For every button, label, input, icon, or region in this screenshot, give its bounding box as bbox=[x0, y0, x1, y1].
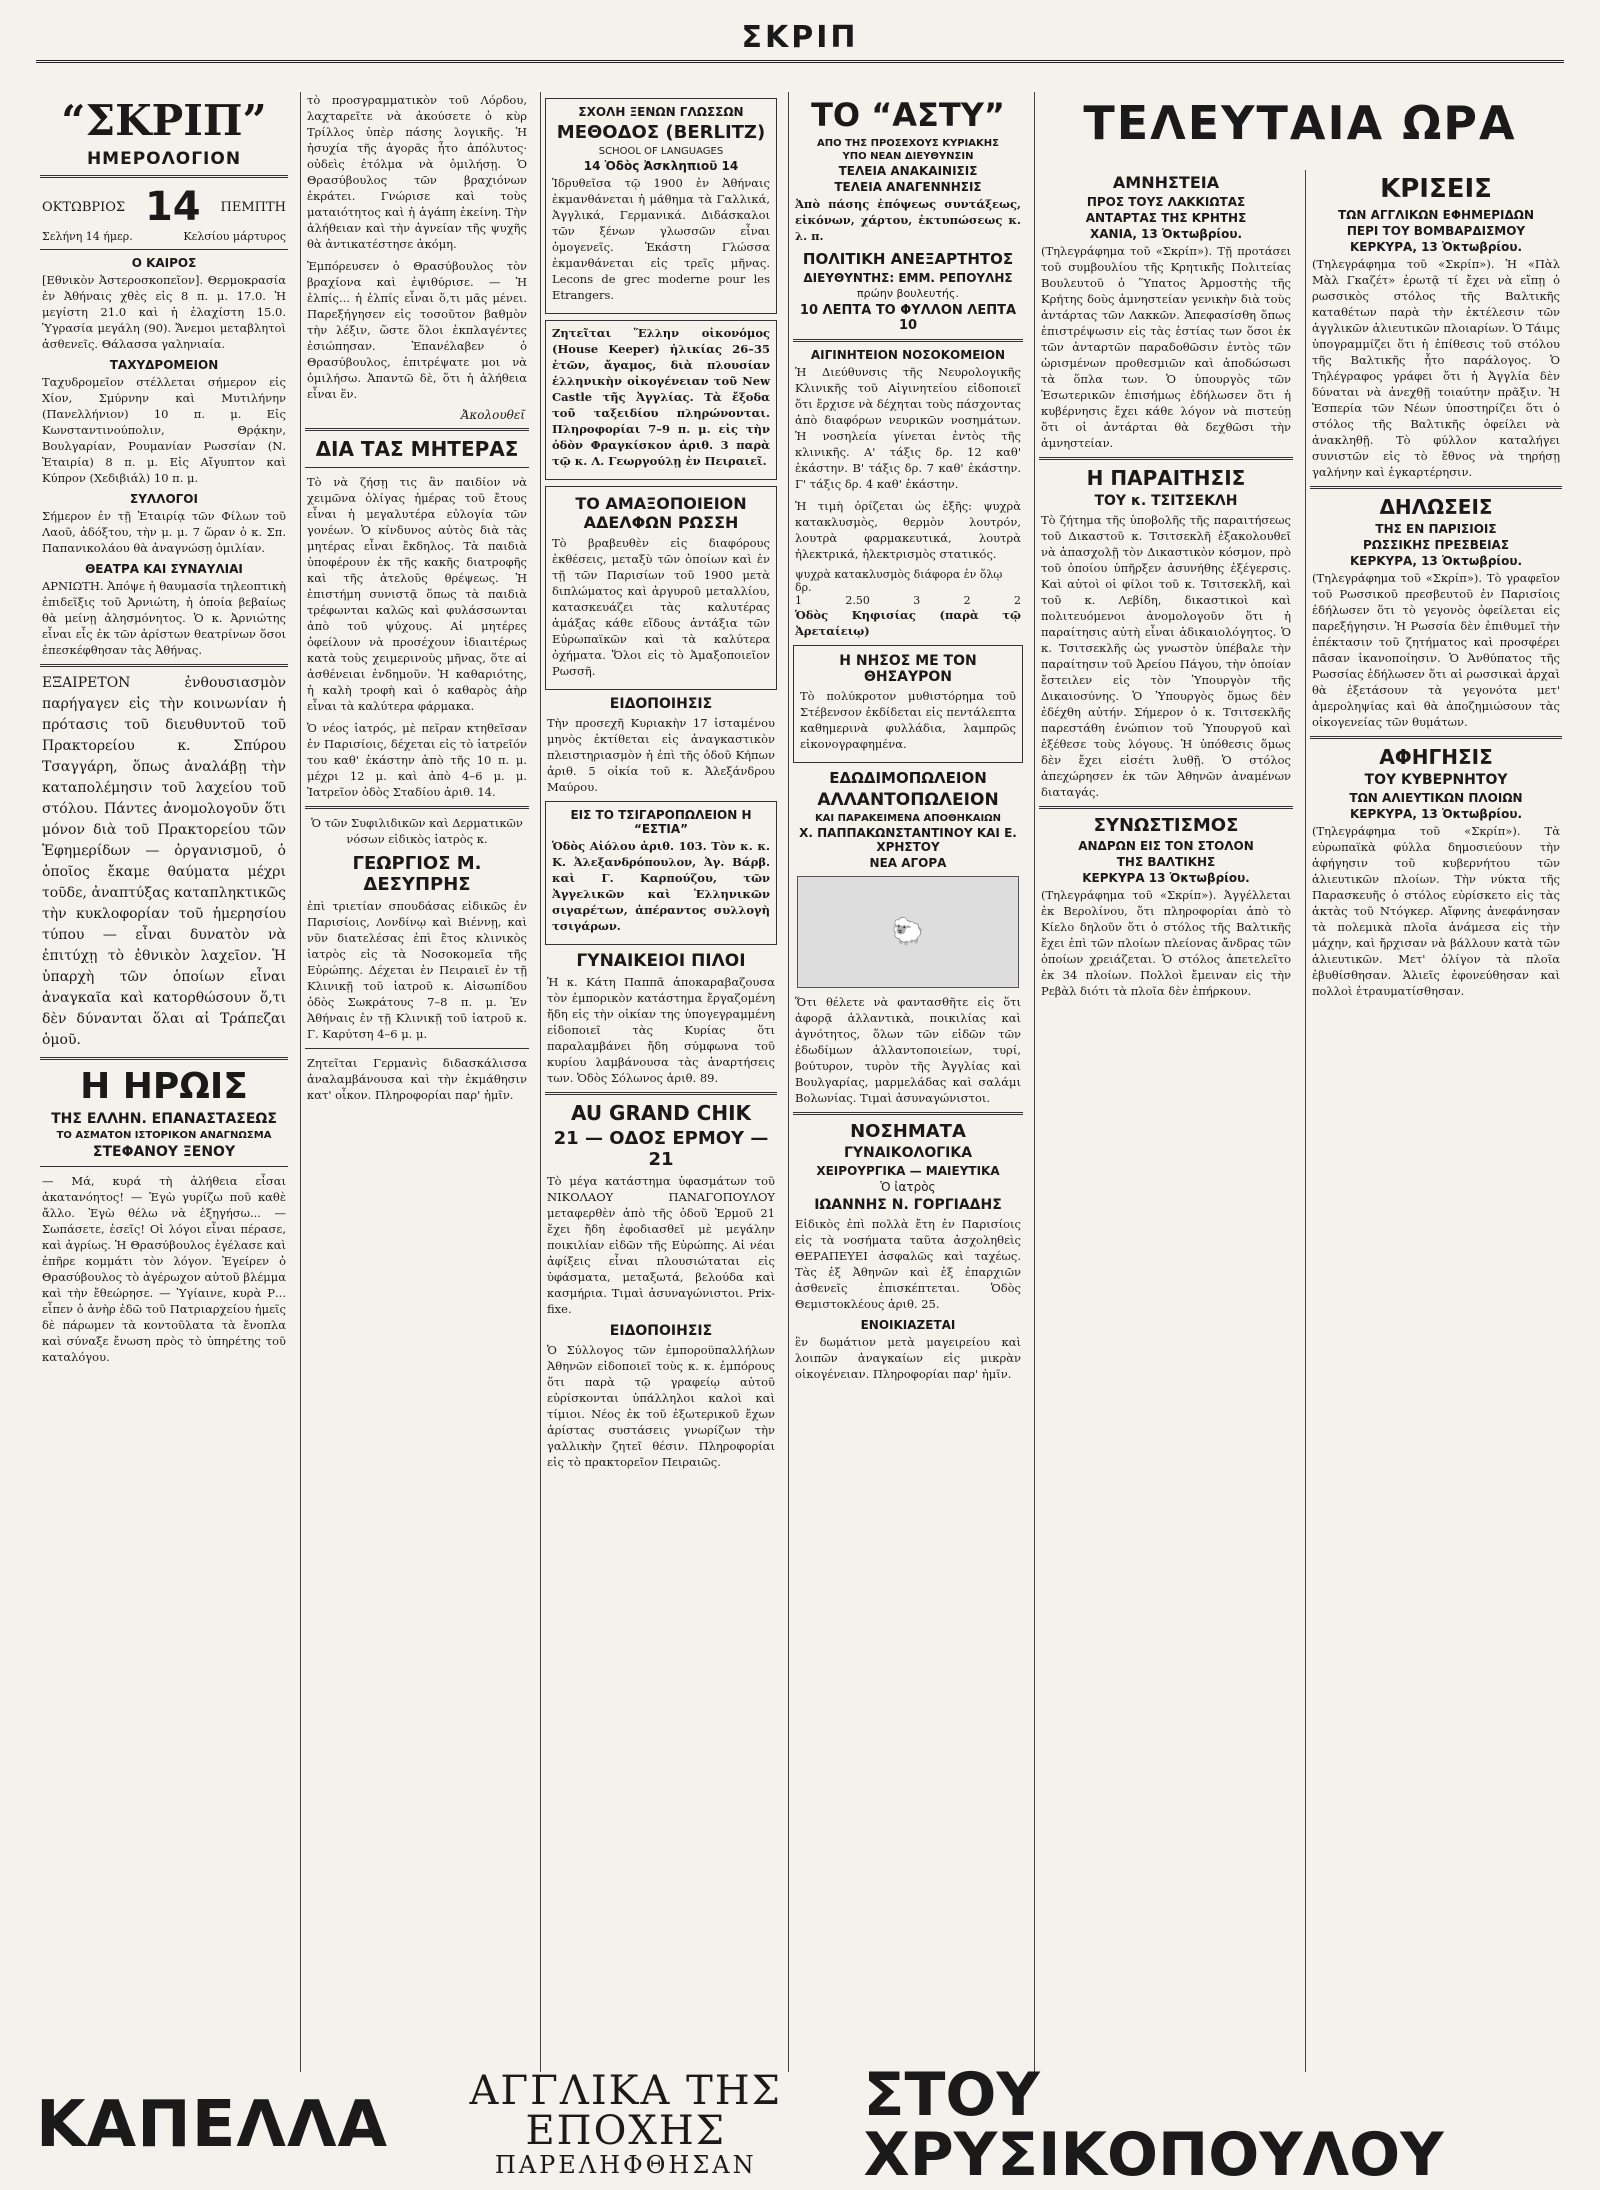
signoff: Ἀκολουθεῖ bbox=[460, 408, 525, 422]
banner-right: ΣΤΟΥ ΧΡΥΣΙΚΟΠΟΥΛΟΥ bbox=[863, 2060, 1444, 2190]
masthead-name: ΣΚΡΙΠ bbox=[741, 20, 859, 55]
author: ΣΤΕΦΑΝΟΥ ΞΕΝΟΥ bbox=[92, 1144, 236, 1160]
divider bbox=[40, 1057, 288, 1060]
doctor-name: ΓΕΩΡΓΙΟΣ Μ. ΔΕΣΥΠΡΗΣ bbox=[352, 853, 482, 895]
estia-title: ΕΙΣ ΤΟ ΤΣΙΓΑΡΟΠΩΛΕΙΟΝ Η “ΕΣΤΙΑ” bbox=[570, 808, 752, 836]
iroϊs-sub: ΤΗΣ ΕΛΛΗΝ. ΕΠΑΝΑΣΤΑΣΕΩΣ bbox=[51, 1111, 277, 1127]
price-value: 3 bbox=[913, 594, 921, 607]
asty-tel2: ΤΕΛΕΙΑ ΑΝΑΓΕΝΝΗΣΙΣ bbox=[834, 180, 982, 194]
price-value: 2 bbox=[1014, 594, 1021, 607]
politiki: ΠΟΛΙΤΙΚΗ ΑΝΕΞΑΡΤΗΤΟΣ bbox=[802, 250, 1014, 268]
column-1 bbox=[36, 92, 292, 2072]
wanted-teacher: Ζητεῖται Γερμανὶς διδασκάλισσα ἀναλαμβάνουσα καὶ τὴν ἐκμάθησιν κατ' οἶκον. Πληροφορίαι παρ' ἡμῖν. bbox=[307, 1056, 527, 1102]
asty-sub: ΑΠΟ ΤΗΣ ΠΡΟΣΕΧΟΥΣ ΚΥΡΙΑΚΗΣ bbox=[817, 138, 999, 149]
asty-tel1: ΤΕΛΕΙΑ ΑΝΑΚΑΙΝΙΣΙΣ bbox=[838, 164, 978, 178]
divider bbox=[793, 1112, 1023, 1115]
gyn-doctor: ΙΩΑΝΝΗΣ Ν. ΓΟΡΓΙΑΔΗΣ bbox=[814, 1197, 1002, 1213]
section-syllogoi: ΣΥΛΛΟΓΟΙ bbox=[130, 492, 198, 506]
krises-dateline: ΚΕΡΚΥΡΑ, 13 Ὀκτωβρίου. bbox=[1349, 240, 1523, 254]
calendar-month: ΟΚΤΩΒΡΙΟΣ bbox=[42, 199, 126, 215]
amaxo-ad bbox=[545, 486, 777, 690]
banner-mid2: ΠΑΡΕΛΗΦΘΗΣΑΝ bbox=[494, 2151, 757, 2179]
school-title: ΣΧΟΛΗ ΞΕΝΩΝ ΓΛΩΣΣΩΝ bbox=[578, 105, 744, 119]
allanto-text: Ὅτι θέλετε νὰ φαντασθῆτε εἰς ὅτι ἀφορᾷ ἀλλαντικὰ, ποικιλίας καὶ ἀγνότητος, ὅλων τῶν εἰδῶν τῶν ἐδωδίμων ἀλλαντοποιείων, τυρί, βούτυρον, τυρὸν τῆς Ἀγγλίας καὶ Βουλγαρίας, μαρμελάδας καὶ σαλάμι Βολωνίας. Τιμαὶ ἀσυναγώνιστοι. bbox=[795, 995, 1021, 1105]
asty-title: ΤΟ “ΑΣΤΥ” bbox=[811, 96, 1005, 134]
synt-title: ΣΥΝΩΣΤΙΣΜΟΣ bbox=[1093, 815, 1239, 836]
exaireton-text: ΕΞΑΙΡΕΤΟΝ ἐνθουσιασμὸν παρήγαγεν εἰς τὴν κοινωνίαν ἡ πρότασις τοῦ διευθυντοῦ τοῦ Πρακτορείου κ. Σπύρου Τσαγγάρη, ὅπως ἀναλάβῃ τὴν καταπολέμησιν τοῦ λαχείου τοῦ στόλου. Πάντες ἀνομολογοῦν ὅτι μόνον διὰ τοῦ Πρακτορείου τῶν Ἐφημερίδων — ὀργανισμοῦ, ὁ ὁποῖος ἔκαμε θαύματα μέχρι τοῦδε, ἀναπτύξας καταπληκτικῶς τὴν κυκλοφορίαν τοῦ ἡμερησίου τύπου — εἶναι δυνατὸν νὰ ἐπιτύχῃ τὸ ἐθνικὸν λαχεῖον. Ἡ ὑπαρχὴ τῶν ὁποίων εἶναι ἀναγκαῖα καὶ κατορθώσουν ὅ,τι δὲν δύνανται ὅλαι αἱ Τράπεζαι ὁμοῦ. bbox=[42, 675, 286, 1048]
divider bbox=[305, 806, 529, 809]
iroϊs-sub2: ΤΟ ΑΣΜΑΤΟΝ ΙΣΤΟΡΙΚΟΝ ΑΝΑΓΝΩΣΜΑ bbox=[56, 1130, 272, 1141]
diloseis-sub2: ΡΩΣΣΙΚΗΣ ΠΡΕΣΒΕΙΑΣ bbox=[1362, 538, 1510, 552]
asty-text: Ἀπὸ πάσης ἐπόψεως συντάξεως, εἰκόνων, χάρτου, ἐκτυπώσεως κ. λ. π. bbox=[795, 197, 1021, 243]
krises-text: (Τηλεγράφημα τοῦ «Σκρίπ»). Ἡ «Πὰλ Μὰλ Γκαζέτ» ἐρωτᾷ τί ἔχει νὰ εἴπῃ ὁ ρωσσικὸς στόλος τῆς Βαλτικῆς καταθέτων παρὰ τὴν ἐκτέλεσιν τῶν ἀγγλικῶν ἁλιευτικῶν πλοιαρίων. Ὁ Τάιμς ὑπογραμμίζει ὅτι ἡ ἐπίθεσις τοῦ στόλου τῆς Βαλτικῆς ἦτο παράλογος. Ὁ Τηλέγραφος γράφει ὅτι ἡ Ἀγγλία δὲν δύναται νὰ ἀνεχθῇ τοιαύτην πρᾶξιν. Ἡ Ἑσπερία τῶν Νέων ὑποστηρίζει ὅτι ὁ στόλος τῆς Βαλτικῆς ὀφείλει νὰ ἀνακληθῇ. Τὸ φύλλον καταλήγει συνιστῶν εἰς τὸ ἔθνος νὰ τηρήσῃ γαλήνην καὶ ἐγκαρτέρησιν. bbox=[1312, 257, 1560, 479]
section-tachy: ΤΑΧΥΔΡΟΜΕΙΟΝ bbox=[109, 358, 219, 372]
afigisis-sub2: ΤΩΝ ΑΛΙΕΥΤΙΚΩΝ ΠΛΟΙΩΝ bbox=[1349, 791, 1523, 805]
estia-text: Ὁδὸς Αἰόλου ἀριθ. 103. Τὸν κ. κ. Κ. Ἀλεξανδρόπουλον, Ἀγ. Βάρβ. καὶ Γ. Καρπούζου, τῶν Ἀγγελικῶν καὶ Ἑλληνικῶν σιγαρέτων, ἀπέραντος συλλογὴ τσιγάρων. bbox=[552, 839, 770, 933]
eidop2-text: Ὁ Σύλλογος τῶν ἐμποροϋπαλλήλων Ἀθηνῶν εἰδοποιεῖ τοὺς κ. κ. ἐμπόρους ὅτι παρὰ τῷ γραφείῳ αὐτοῦ εὑρίσκονται ὑπάλληλοι καλοὶ καὶ τίμιοι. Νέος ἐκ τοῦ ἐξωτερικοῦ ἔχων ἀρίστας συστάσεις γνωρίζων τὴν γαλλικὴν ζητεῖ θέσιν. Πληροφορίαι εἰς τὸ πρακτορεῖον Πειραιῶς. bbox=[547, 1343, 775, 1469]
chic-title: AU GRAND CHIK bbox=[570, 1101, 752, 1125]
rent-text: ἓν δωμάτιον μετὰ μαγειρείου καὶ λοιπῶν ἀναγκαίων εἰς μικρὰν οἰκογένειαν. Πληροφορίαι παρ' ἡμῖν. bbox=[795, 1335, 1021, 1381]
paraitisis-sub: ΤΟΥ κ. ΤΣΙΤΣΕΚΛΗ bbox=[1094, 493, 1238, 509]
pilo-title: ΓΥΝΑΙΚΕΙΟΙ ΠΙΛΟΙ bbox=[576, 951, 746, 971]
syllogoi-text: Σήμερον ἐν τῇ Ἑταιρίᾳ τῶν Φίλων τοῦ Λαοῦ, ἀδόξτου, τὴν μ. μ. 7 ὥραν ὁ κ. Σπ. Παπανικολάου θὰ ἀναγνώσῃ ὁμιλίαν. bbox=[42, 509, 286, 555]
rent-title: ΕΝΟΙΚΙΑΖΕΤΑΙ bbox=[860, 1318, 956, 1332]
afigisis-sub: ΤΟΥ ΚΥΒΕΡΝΗΤΟΥ bbox=[1364, 772, 1508, 788]
diloseis-text: (Τηλεγράφημα τοῦ «Σκρίπ»). Τὸ γραφεῖον τοῦ Ρωσσικοῦ πρεσβευτοῦ ἐν Παρισίοις ἐδήλωσεν ὅτι τὸ γεγονὸς ὀφείλεται εἰς παρεξήγησιν. Ἡ Ρωσσία δὲν ἐπιθυμεῖ τὴν ἐπέκτασιν τοῦ ζητήματος καὶ προσφέρει πᾶσαν ἱκανοποίησιν. Ὁ Ἀνθύπατος τῆς Ρωσσίας ἐδήλωσεν ὅτι αἱ ρωσσικαὶ ἀρχαὶ θὰ ἐξετάσουν τὰ γεγονότα μετ' ἀμεροληψίας καὶ θὰ ἀποζημιώσουν τὰς οἰκογενείας τῶν θυμάτων. bbox=[1312, 571, 1560, 729]
column-5 bbox=[1034, 92, 1565, 2072]
theseus-ad bbox=[793, 645, 1023, 763]
amnisteia-sub2: ΑΝΤΑΡΤΑΣ ΤΗΣ ΚΡΗΤΗΣ bbox=[1085, 211, 1247, 225]
theseus-text: Τὸ πολύκροτον μυθιστόρημα τοῦ Στέβενσον ἐκδίδεται εἰς πεντάλεπτα καθημερινὰ φυλλάδια, λαμπρῶς εἰκονογραφημένα. bbox=[800, 689, 1016, 751]
berlitz-ad bbox=[545, 98, 777, 314]
iroϊs-title: Η ΗΡΩΙΣ bbox=[80, 1066, 248, 1107]
asty-sub2: ΥΠΟ ΝΕΑΝ ΔΙΕΥΘΥΝΣΙΝ bbox=[842, 151, 974, 162]
moon-row bbox=[36, 230, 292, 243]
krises-title: ΚΡΙΣΕΙΣ bbox=[1380, 174, 1492, 204]
last-hour-headline: ΤΕΛΕΥΤΑΙΑ ΩΡΑ bbox=[1083, 96, 1517, 150]
synt-text: (Τηλεγράφημα τοῦ «Σκρίπ»). Ἀγγέλλεται ἐκ Βερολίνου, ὅτι πληροφορίαι ἀπὸ τὸ Κίελο δηλοῦν ὅτι ὁ στόλος τῆς Βαλτικῆς ἔχει ἐπὶ τῶν πλοίων πλείονας ἄνδρας τῶν ὁποίων χρειάζεται. Ὁ στόλος ἀπετελεῖτο ἐκ 34 πλοίων. Πολλοὶ ἔμειναν εἰς τὴν Ρεβὰλ διότι τὰ πλοῖα δὲν ἐπήρκουν. bbox=[1041, 888, 1291, 998]
paraitisis-text: Τὸ ζήτημα τῆς ὑποβολῆς τῆς παραιτήσεως τοῦ Δικαστοῦ κ. Τσιτσεκλῆ ἐξακολουθεῖ νὰ ἀπασχολῇ τὸν Δικαστικὸν κόσμον, πρὸ τοῦ ὁποίου ὑπῆρξεν ἀσυνήθης ἐξέγερσις. Καὶ αὐτοὶ οἱ φίλοι τοῦ κ. Τσιτσεκλῆ, καὶ τοῦ κ. Λεβίδη, δικαστικοὶ καὶ πολιτευόμενοι ἀνομολογοῦν ὅτι ἡ παραίτησις αὐτὴ εἶναι ἀδικαιολόγητος. Ὁ κ. Τσιτσεκλῆς ὡς γνωστὸν ὑπέβαλε τὴν παραίτησιν τοῦ Ἀρείου Πάγου, τὴν ὁποίαν ἔστειλεν εἰς τὸν Ὑπουργὸν τῆς Δικαιοσύνης. Ὁ Ὑπουργὸς ὅμως δὲν ἐδέχθη αὐτήν. Σήμερον ὁ κ. Τσιτσεκλῆς παρεστάθη ἐνώπιον τοῦ Ὑπουργοῦ καὶ ἐξέθεσε τοὺς λόγους. Ἡ ὑπόθεσις ὅμως δὲν ἔχει εἰσέτι λυθῇ. Ὁ στόλος ἀπεχώρησεν ἐκ τῶν Ἀθηνῶν ἀναμένων διαταγάς. bbox=[1041, 513, 1291, 799]
nosimata-title: ΝΟΣΗΜΑΤΑ bbox=[850, 1121, 966, 1142]
calendar-weekday: ΠΕΜΠΤΗ bbox=[220, 199, 286, 215]
divider bbox=[305, 1048, 529, 1049]
mothers-title: ΔΙΑ ΤΑΣ ΜΗΤΕΡΑΣ bbox=[315, 437, 519, 461]
price-value: 1 bbox=[795, 594, 802, 607]
banner-mid1: ΑΓΓΛΙΚΑ ΤΗΣ ΕΠΟΧΗΣ bbox=[469, 2068, 782, 2154]
aigin-text: Ἡ Διεύθυνσις τῆς Νευρολογικῆς Κλινικῆς τοῦ Αἰγινητείου εἰδοποιεῖ ὅτι ἔρχισε νὰ δέχηται τοὺς πάσχοντας ἀπὸ διαφόρων νευρικῶν νοσημάτων. Ἡ νοσηλεία γίνεται ἐντὸς τῆς κλινικῆς. Α' τάξις δρ. 12 καθ' ἑκάστην. Β' τάξις δρ. 7 καθ' ἑκάστην. Γ' τάξις δρ. 4 καθ' ἑκάστην. bbox=[795, 365, 1021, 491]
chic-text: Τὸ μέγα κατάστημα ὑφασμάτων τοῦ ΝΙΚΟΛΑΟΥ ΠΑΝΑΓΟΠΟΥΛΟΥ μεταφερθὲν ἀπὸ τῆς ὁδοῦ Ἑρμοῦ 21 ἔχει ἤδη ἐφοδιασθεῖ μὲ μεγάλην ποικιλίαν εἰδῶν τῆς Εὐρώπης. Αἱ νέαι ἀφίξεις εἶναι πλουσιώταται εἰς ὑφάσματα, μεταξωτά, βελούδα καὶ κασμήρια. Τιμαὶ ἀσυναγώνιστοι. Prix-fixe. bbox=[547, 1174, 775, 1316]
diloseis-dateline: ΚΕΡΚΥΡΑ, 13 Ὀκτωβρίου. bbox=[1349, 554, 1523, 568]
method-title: ΜΕΘΟΔΟΣ (BERLITZ) bbox=[556, 122, 766, 143]
divider bbox=[40, 664, 288, 667]
column-5-left bbox=[1035, 170, 1297, 2072]
krises-sub: ΤΩΝ ΑΓΓΛΙΚΩΝ ΕΦΗΜΕΡΙΔΩΝ bbox=[1337, 208, 1535, 222]
calendar-title: “ΣΚΡΙΠ” bbox=[61, 96, 267, 145]
amnisteia-sub: ΠΡΟΣ ΤΟΥΣ ΛΑΚΚΙΩΤΑΣ bbox=[1086, 195, 1246, 209]
price-value: 2 bbox=[963, 594, 971, 607]
eidop2-title: ΕΙΔΟΠΟΙΗΣΙΣ bbox=[609, 1323, 713, 1339]
housekeeper-ad bbox=[545, 320, 777, 480]
fagit-title: ΕΔΩΔΙΜΟΠΩΛΕΙΟΝ bbox=[829, 769, 987, 787]
school-address: 14 Ὁδὸς Ἀσκληπιοῦ 14 bbox=[583, 159, 739, 173]
divider bbox=[305, 467, 529, 468]
gyn-title: ΓΥΝΑΙΚΟΛΟΓΙΚΑ bbox=[843, 1145, 973, 1161]
school-text: Ἱδρυθεῖσα τῷ 1900 ἐν Ἀθήναις ἐκμανθάνεται ἡ μάθημα τὰ Γαλλικά, Ἀγγλικά, Γερμανικά. Διδάσκαλοι τῶν ξένων γλωσσῶν εἶναι ὁμογενεῖς. Ἐκάστη Γλώσσα ἐκμανθάνεται εἰς τρεῖς μῆνας. Lecons de grec moderne pour les Etrangers. bbox=[552, 176, 770, 302]
calendar-moon: Σελήνη 14 ήμερ. bbox=[42, 230, 133, 243]
goat-illustration-icon: 🐑 bbox=[797, 876, 1019, 988]
column-5-right bbox=[1305, 170, 1565, 2072]
price-list bbox=[789, 568, 1027, 607]
director: ΔΙΕΥΘΥΝΤΗΣ: ΕΜΜ. ΡΕΠΟΥΛΗΣ bbox=[803, 271, 1013, 285]
divider bbox=[545, 1092, 777, 1095]
pilo-text: Ἡ κ. Κάτη Παππᾶ ἀποκαραβαζουσα τὸν ἐμπορικὸν κατάστημα ἔργαζομένη ἤδη εἰς τὴν οἰκίαν της ὑπογεγραμμένη εἰδοποιεῖ τὰς Κυρίας ὅτι παραλαμβάνει ἤδη σύμφωνα τοῦ κυρίου λαμβάνουσα τὰς ἀναρτήσεις των. Ὁδὸς Σόλωνος ἀριθ. 89. bbox=[547, 975, 775, 1085]
allanto-title: ΑΛΛΑΝΤΟΠΩΛΕΙΟΝ bbox=[817, 790, 999, 810]
column-2 bbox=[300, 92, 533, 2072]
afigisis-dateline: ΚΕΡΚΥΡΑ, 13 Ὀκτωβρίου. bbox=[1349, 807, 1523, 821]
amnisteia-title: ΑΜΝΗΣΤΕΙΑ bbox=[1112, 173, 1220, 192]
mothers-text-2: Ὁ νέος ἰατρός, μὲ πεῖραν κτηθεῖσαν ἐν Παρισίοις, δέχεται εἰς τὸ ἰατρεῖόν του καθ' ἑκάστην ἀπὸ τῆς 10 π. μ. μέχρι 12 μ. καὶ ἀπὸ 4–6 μ. μ. Ἰατρεῖον ὁδὸς Σταδίου ἀριθ. 14. bbox=[307, 721, 527, 799]
theatra-text: ΑΡΝΙΩΤΗ. Ἀπόψε ἡ θαυμασία τηλεοπτικὴ ἐπιδεῖξις τοῦ Ἀρνιώτη, ἡ ὁποία βεβαίως θὰ μείνῃ ἀλησμόνητος. Ὁ κ. Ἀρνιώτης εἶναι εἷς ἐκ τῶν ἀρίστων θεατρίνων ὅσοι ἐπεσκέφθησαν τὰς Ἀθήνας. bbox=[42, 579, 286, 657]
synt-sub: ΑΝΔΡΩΝ ΕΙΣ ΤΟΝ ΣΤΟΛΟΝ bbox=[1078, 839, 1254, 853]
synt-dateline: ΚΕΡΚΥΡΑ 13 Ὀκτωβρίου. bbox=[1082, 871, 1250, 885]
allanto-owner: Χ. ΠΑΠΠΑΚΩΝΣΤΑΝΤΙΝΟΥ ΚΑΙ Ε. ΧΡΗΣΤΟΥ bbox=[799, 826, 1017, 854]
calendar-saint: Κελσίου μάρτυρος bbox=[183, 230, 286, 243]
doctor-intro: Ὁ τῶν Συφιλιδικῶν καὶ Δερματικῶν νόσων εἰδικὸς ἰατρὸς κ. bbox=[311, 816, 523, 846]
divider bbox=[1310, 486, 1562, 489]
column-3 bbox=[540, 92, 781, 2072]
asty-price: 10 ΛΕΠΤΑ ΤΟ ΦΥΛΛΟΝ ΛΕΠΤΑ 10 bbox=[799, 303, 1017, 333]
divider bbox=[40, 249, 288, 250]
story-continued: τὸ προσγραμματικὸν τοῦ Λόρδου, λαχταρεῖτε νὰ ἀκούσετε ὁ κὺρ Τρίλλος ὑπὲρ πάσης λογικῆς. Ἡ ἡσυχία τῆς ἀγορᾶς ἦτο ἀπόλυτος· οὐδεὶς ἐτόλμα νὰ ὁμιλήσῃ. Ὁ Θρασύβουλος τῶν βραχιόνων ἐκράτει. Γνώρισε καὶ τοὺς ματαιότητος καὶ ἡ ἀγάπη ἐκείνη. Τὴν ἀλήθειαν καὶ τὴν ἁγνείαν τῆς ψυχῆς θὰ ἀντικατέστησε ἀκόμη. bbox=[307, 93, 527, 251]
eidop-text: Τὴν προσεχῆ Κυριακὴν 17 ἰσταμένου μηνὸς ἐκτίθεται εἰς ἀναγκαστικὸν πλειστηριασμὸν ἡ ἐπὶ τῆς ὁδοῦ Κήπων ἀριθ. 5 οἰκία τοῦ κ. Ἀλεξάνδρου Μαύρου. bbox=[547, 716, 775, 794]
amaxo-title: ΤΟ ΑΜΑΞΟΠΟΙΕΙΟΝ ΑΔΕΛΦΩΝ ΡΩΣΣΗ bbox=[575, 494, 747, 532]
diloseis-title: ΔΗΛΩΣΕΙΣ bbox=[1379, 495, 1493, 519]
price-value: 2.50 bbox=[845, 594, 870, 607]
page bbox=[36, 92, 1564, 2072]
estia-ad bbox=[545, 801, 777, 945]
amnisteia-dateline: ΧΑΝΙΑ, 13 Ὀκτωβρίου. bbox=[1089, 227, 1243, 241]
director-2: πρώην βουλευτής. bbox=[857, 287, 959, 300]
price-values bbox=[795, 594, 1021, 607]
gyn-sub: ΧΕΙΡΟΥΡΓΙΚΑ — ΜΑΙΕΥΤΙΚΑ bbox=[816, 1164, 1000, 1178]
afigisis-text: (Τηλεγράφημα τοῦ «Σκρίπ»). Τὰ εὐρωπαϊκὰ φύλλα δημοσιεύουν τὴν ἀφήγησιν τοῦ κυβερνήτου τῶν ἁλιευτικῶν πλοίων. Τὴν νύκτα τῆς Παρασκευῆς ὁ στόλος εὑρίσκετο εἰς τὰς ἀκτὰς τοῦ Ντόγκερ. Αἴφνης ἀνεφάνησαν τὰ πολεμικὰ πλοῖα ἀνάμεσα εἰς τὴν μάχην, καὶ ἤρχισαν νὰ βάλλουν κατὰ τῶν ἁλιευτικῶν. Μετ' ὀλίγον τὰ πλοῖα ἐβυθίσθησαν. Ἁλιεῖς ἐφονεύθησαν καὶ πολλοὶ ἐτραυματίσθησαν. bbox=[1312, 824, 1560, 998]
housekeeper-text: Ζητεῖται Ἕλλην οἰκονόμος (House Keeper) ἡλικίας 26–35 ἐτῶν, ἄγαμος, διὰ πλουσίαν ἑλληνικὴν οἰκογένειαν τοῦ New Castle τῆς Ἀγγλίας. Τὰ ἔξοδα τοῦ ταξειδίου πληρώνονται. Πληροφορίαι 7–9 π. μ. εἰς τὴν ὁδὸν Φραγκίσκον ἀριθ. 3 παρὰ τῷ κ. Λ. Γεωργούλῃ ἐν Πειραιεῖ. bbox=[552, 326, 770, 468]
divider bbox=[40, 175, 288, 178]
column-4 bbox=[788, 92, 1027, 2072]
date-row bbox=[36, 184, 292, 230]
gyn-intro: Ὁ ἰατρὸς bbox=[880, 1180, 936, 1194]
doctor-text: ἐπὶ τριετίαν σπουδάσας εἰδικῶς ἐν Παρισίοις, Λονδίνῳ καὶ Βιέννῃ, καὶ νῦν διατελέσας ἐπὶ ἔτος κλινικὸς ἰατρὸς εἰς τὰ Νοσοκομεῖα τῆς Εὐρώπης. Δέχεται ἐν Πειραιεῖ ἐν τῇ Κλινικῇ τοῦ ἰατροῦ κ. Αἰσωπίδου ὁδὸς Σωκράτους 7–8 π. μ. Ἐν Ἀθήναις ἐν τῇ Κλινικῇ τοῦ ἰατροῦ κ. Γ. Καρύτση 4–6 μ. μ. bbox=[307, 899, 527, 1041]
allanto-sub: ΚΑΙ ΠΑΡΑΚΕΙΜΕΝΑ ΑΠΟΘΗΚΑΙΩΝ bbox=[814, 813, 1002, 824]
story-text: — Μά, κυρά τὴ ἀλήθεια εἶσαι ἀκατανόητος! — Ἐγὼ γυρίζω ποῦ καθὲ ἄλλο. Ἐγὼ θέλω νὰ ἐξηγήσω... — Σωπάσετε, ἐσεῖς! Οἱ λόγοι εἶναι πέρασε, καὶ ἀγρίως. Ἡ Θρασύβουλος ἐγέλασε καὶ ἐπῆρε κομμάτι τὸν λόγον. Ἐγείρεν ὁ Θρασύβουλος τὸ ἀγέρωχον αὐτοῦ βλέμμα καὶ τὴν ἔθεώρησε. — Ὑγίαινε, κυρὰ Ρ... εἶπεν ὁ ἀνὴρ ἐδῶ τοῦ Πατριαρχείου ἡμεῖς δὲ πάρωμεν τὰ κοντοῦλατα τὰ ἔνοπλα καὶ σύναξε ἔνωση πρὸς τὸ ὑπηρέτης τοῦ καταλόγου. bbox=[42, 1174, 286, 1364]
allanto-loc: ΝΕΑ ΑΓΟΡΑ bbox=[869, 856, 947, 870]
theseus-title: Η ΝΗΣΟΣ ΜΕ ΤΟΝ ΘΗΣΑΥΡΟΝ bbox=[839, 653, 977, 685]
diloseis-sub: ΤΗΣ ΕΝ ΠΑΡΙΣΙΟΙΣ bbox=[1375, 522, 1497, 536]
banner-left: ΚΑΠΕΛΛΑ bbox=[36, 2088, 388, 2162]
story-continued-2: Ἐμπόρευσεν ὁ Θρασύβουλος τὸν βραχίονα καὶ ἐψιθύρισε. — Ἡ ἐλπίς... ἡ ἐλπίς εἶναι ὅ,τι μᾶς μένει. Παρεξήγησεν εἰς τοσοῦτον βαθμὸν τὴν λέξιν, ὥστε ὅλοι ἐκπλαγέντες ἐσιώπησαν. Ἐπανέλαβεν ὁ Θρασύβουλος, ἐπιτρέψατε μοι νὰ ὁμιλήσω. Ἀπαντῶ δὲ, ὅτι ἡ ἀλήθεια εἶναι ἕν. bbox=[307, 259, 527, 401]
gyn-text: Εἰδικὸς ἐπὶ πολλὰ ἔτη ἐν Παρισίοις εἰς τὰ νοσήματα ταῦτα ἀσχοληθεὶς ΘΕΡΑΠΕΥΕΙ ἀσφαλῶς καὶ ταχέως. Τὰς ἐξ Ἀθηνῶν καὶ ἐξ ἐπαρχιῶν ἀσθενεῖς ἐπισκέπτεται. Ὁδὸς Θεμιστοκλέους ἀριθ. 25. bbox=[795, 1217, 1021, 1311]
amnisteia-text: (Τηλεγράφημα τοῦ «Σκρίπ»). Τῇ προτάσει τοῦ συμβουλίου τῆς Κρητικῆς Πολιτείας Βουλευτοῦ ὁ Ὕπατος Ἁρμοστὴς τῆς Κρήτης δοὺς ἀμνηστείαν γενικὴν διὰ τοὺς ἀντάρτας τῶν Λακκῶν. Ἀπεφασίσθη ὅπως ἐπιστρέψωσιν εἰς τὰς ἑστίας των ὅσοι ἐκ τῶν ἀνταρτῶν παραδοθῶσιν ἐντὸς τῶν ὡρισμένων προθεσμιῶν καὶ ἀποδώσωσι τὰ ὅπλα των. Ὁ ὑπουργὸς τῶν Ἐσωτερικῶν ἐπισήμως ἐδήλωσεν ὅτι ἡ κυβέρνησις ἔχει κάθε λόγον νὰ πιστεύῃ ὅτι οἱ ἀντάρται θὰ δεχθῶσι τὴν ἀμνηστείαν. bbox=[1041, 244, 1291, 450]
school-en: SCHOOL OF LANGUAGES bbox=[598, 146, 724, 157]
kairos-text: [Εθνικὸν Ἀστεροσκοπεῖον]. Θερμοκρασία ἐν Ἀθήναις χθὲς εἰς 8 π. μ. 17.0. Ἡ μεγίστη 21.0 καὶ ἡ ἐλαχίστη 15.0. Ὑγρασία μεγάλη (90). Ἄνεμοι μεταβλητοὶ ἀσθενεῖς. Θάλασσα γαληνιαία. bbox=[42, 273, 286, 351]
eidop-title: ΕΙΔΟΠΟΙΗΣΙΣ bbox=[609, 696, 713, 712]
price-heading: ψυχρὰ κατακλυσμὸς διάφορα ἐν ὅλῳ δρ. bbox=[795, 568, 1003, 594]
amaxo-text: Τὸ βραβευθὲν εἰς διαφόρους ἐκθέσεις, μεταξὺ τῶν ὁποίων καὶ ἐν τῇ τῶν Παρισίων τοῦ 1900 μετὰ διπλώματος καὶ ἀργυροῦ μεταλλίου, κατασκευάζει τὰς καλυτέρας ἁμάξας κάθε εἴδους ἀντάξια τῶν Εὐρωπαϊκῶν καὶ τὰ καλύτερα ὀχήματα. Ὅλοι εἰς τὸ Ἀμαξοποιεῖον Ρωσσῆ. bbox=[552, 536, 770, 678]
banner-middle bbox=[388, 2068, 864, 2179]
divider bbox=[793, 339, 1023, 342]
divider bbox=[1039, 806, 1293, 809]
calendar-day: 14 bbox=[144, 184, 201, 230]
chic-address: 21 — ΟΔΟΣ ΕΡΜΟΥ — 21 bbox=[553, 1128, 769, 1170]
bottom-banner bbox=[36, 2060, 1564, 2190]
divider bbox=[305, 428, 529, 431]
mothers-text: Τὸ νὰ ζήσῃ τις ἂν παιδίον νὰ χειμῶνα ὀλίγας ἡμέρας τοῦ ἔτους εἶναι ἡ μεγαλυτέρα εὐλογία τῶν γονέων. Ὁ κίνδυνος αὐτὸς διὰ τὰς μητέρας εἶναι ἔκδηλος. Τὰ παιδιὰ ὑποφέρουν ἐκ τῆς κακῆς διατροφῆς καὶ τῆς ἀτελοῦς θρέψεως. Ἡ ἐπιστήμη συνιστᾷ ὅπως τὰ παιδιὰ τρέφωνται καλῶς καὶ φυλάσσωνται ἀπὸ τοῦ ψύχους. Αἱ μητέρες ὀφείλουν νὰ προσέχουν ἰδιαιτέρως κατὰ τοὺς χειμερινοὺς μῆνας, ὅτε αἱ ἀσθένειαι ἐνδημοῦν. Ἡ καθαριότης, ἡ καλὴ τροφὴ καὶ ὁ καθαρὸς ἀὴρ εἶναι τὰ καλύτερα φάρμακα. bbox=[307, 475, 527, 713]
paraitisis-title: Η ΠΑΡΑΙΤΗΣΙΣ bbox=[1086, 466, 1246, 490]
divider bbox=[1310, 736, 1562, 739]
masthead bbox=[36, 20, 1564, 82]
aigin-title: ΑΙΓΙΝΗΤΕΙΟΝ ΝΟΣΟΚΟΜΕΙΟΝ bbox=[810, 348, 1006, 362]
aigin-text-2: Ἡ τιμὴ ὁρίζεται ὡς ἑξῆς: ψυχρὰ κατακλυσμὸς, θερμὸν λουτρόν, λουτρὰ φαρμακευτικά, λουτρὰ ἠλεκτρικά, ἠλεκτρισμὸς στατικός. bbox=[795, 499, 1021, 561]
krises-sub2: ΠΕΡΙ ΤΟΥ ΒΟΜΒΑΡΔΙΣΜΟΥ bbox=[1346, 224, 1526, 238]
section-theatra: ΘΕΑΤΡΑ ΚΑΙ ΣΥΝΑΥΛΙΑΙ bbox=[85, 562, 243, 576]
divider bbox=[40, 1166, 288, 1167]
calendar-subtitle: ΗΜΕΡΟΛΟΓΙΟΝ bbox=[86, 149, 242, 169]
tachy-text: Ταχυδρομεῖον στέλλεται σήμερον εἰς Χίον, Σμύρνην καὶ Μυτιλήνην (Πανελλήνιον) 10 π. μ. Εἰς Κωνσταντινούπολιν, Θρᾴκην, Βουλγαρίαν, Ρουμανίαν Ρωσσίαν (Ν. Ἑταιρία) 8 π. μ. Εἰς Αἴγυπτον καὶ Κύπρον (Χεδιβιάλ) 10 π. μ. bbox=[42, 375, 286, 485]
masthead-rule bbox=[36, 60, 1564, 63]
afigisis-title: ΑΦΗΓΗΣΙΣ bbox=[1379, 745, 1493, 769]
section-kairos: Ο ΚΑΙΡΟΣ bbox=[131, 256, 197, 270]
aigin-address: Ὁδὸς Κηφισίας (παρὰ τῷ Ἀρεταίειῳ) bbox=[795, 608, 1021, 638]
synt-sub2: ΤΗΣ ΒΑΛΤΙΚΗΣ bbox=[1116, 855, 1216, 869]
divider bbox=[1039, 457, 1293, 460]
